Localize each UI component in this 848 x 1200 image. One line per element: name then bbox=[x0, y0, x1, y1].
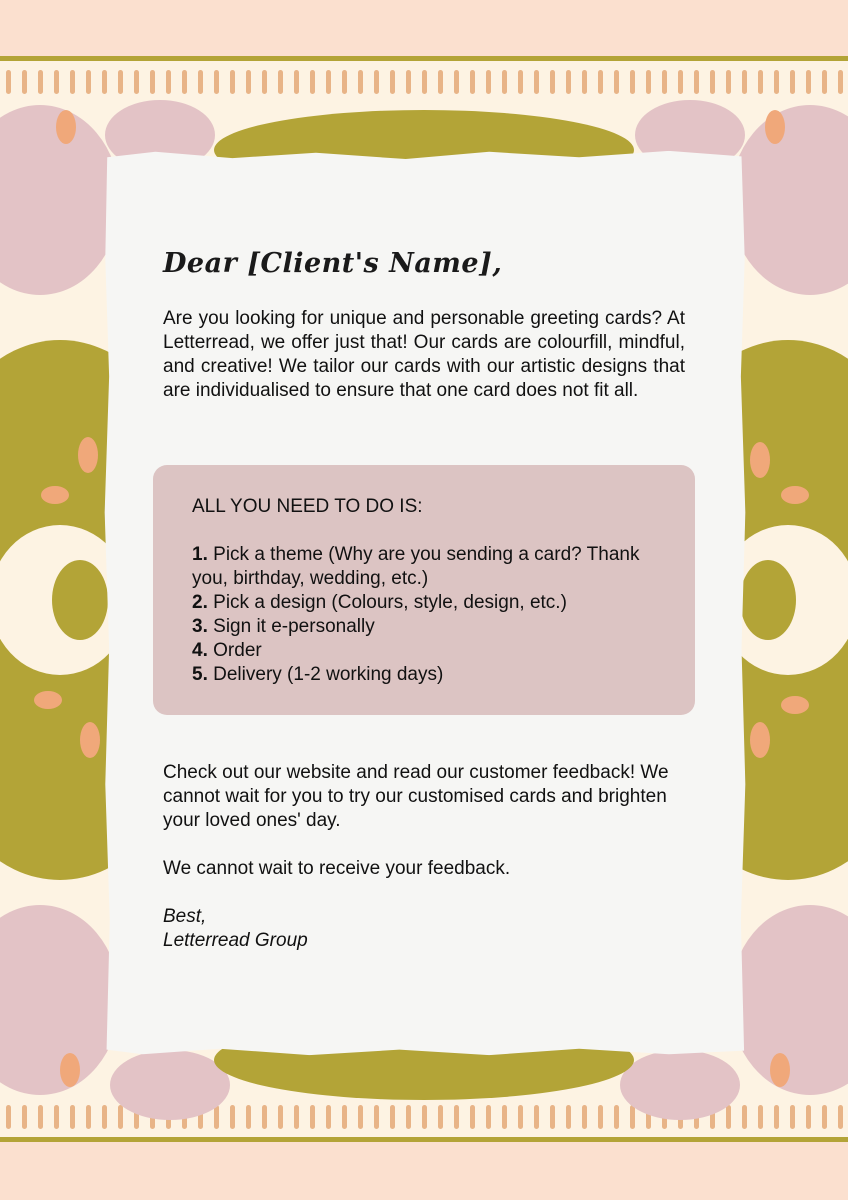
border-tick bbox=[278, 1105, 283, 1129]
border-tick bbox=[454, 70, 459, 94]
border-tick bbox=[694, 70, 699, 94]
border-tick bbox=[342, 70, 347, 94]
closing-paragraph: Check out our website and read our customer feedback! We cannot wait for you to try our customised cards and brighten your loved ones' day. bbox=[163, 762, 669, 831]
border-tick bbox=[646, 70, 651, 94]
border-tick bbox=[38, 70, 43, 94]
border-tick bbox=[390, 70, 395, 94]
step-number: 1. bbox=[192, 544, 208, 565]
border-tick bbox=[214, 1105, 219, 1129]
signoff bbox=[163, 905, 308, 953]
border-tick bbox=[342, 1105, 347, 1129]
border-tick bbox=[22, 70, 27, 94]
border-tick bbox=[678, 70, 683, 94]
salutation: Dear [Client's Name], bbox=[163, 248, 503, 279]
border-tick bbox=[566, 1105, 571, 1129]
step-text: Sign it e-personally bbox=[213, 616, 375, 637]
step-number: 2. bbox=[192, 592, 208, 613]
border-tick bbox=[374, 1105, 379, 1129]
steps-list bbox=[192, 543, 672, 687]
border-tick bbox=[102, 70, 107, 94]
border-tick bbox=[550, 70, 555, 94]
border-tick bbox=[710, 70, 715, 94]
border-tick bbox=[118, 70, 123, 94]
border-tick bbox=[518, 70, 523, 94]
border-tick bbox=[358, 70, 363, 94]
steps-heading: ALL YOU NEED TO DO IS: bbox=[192, 496, 423, 517]
border-tick bbox=[470, 70, 475, 94]
border-tick bbox=[150, 70, 155, 94]
border-tick bbox=[614, 1105, 619, 1129]
border-tick bbox=[758, 70, 763, 94]
border-tick bbox=[774, 70, 779, 94]
border-tick bbox=[774, 1105, 779, 1129]
border-tick bbox=[630, 70, 635, 94]
step-text: Order bbox=[213, 640, 262, 661]
border-tick bbox=[70, 70, 75, 94]
border-tick bbox=[326, 1105, 331, 1129]
step-text: Delivery (1-2 working days) bbox=[213, 664, 444, 685]
step-item bbox=[192, 543, 672, 591]
border-tick bbox=[758, 1105, 763, 1129]
border-tick bbox=[246, 1105, 251, 1129]
border-tick bbox=[822, 1105, 827, 1129]
border-tick bbox=[662, 70, 667, 94]
border-tick bbox=[630, 1105, 635, 1129]
closing-line: We cannot wait to receive your feedback. bbox=[163, 858, 511, 879]
border-tick bbox=[790, 70, 795, 94]
border-tick bbox=[422, 70, 427, 94]
border-tick bbox=[838, 1105, 843, 1129]
border-tick bbox=[374, 70, 379, 94]
border-tick bbox=[742, 70, 747, 94]
border-tick bbox=[790, 1105, 795, 1129]
border-tick bbox=[118, 1105, 123, 1129]
border-tick bbox=[38, 1105, 43, 1129]
border-tick bbox=[582, 1105, 587, 1129]
border-tick bbox=[310, 70, 315, 94]
border-tick bbox=[550, 1105, 555, 1129]
step-text: Pick a theme (Why are you sending a card? Thank you, birthday, wedding, etc.) bbox=[192, 544, 640, 589]
border-tick bbox=[54, 1105, 59, 1129]
border-tick bbox=[598, 1105, 603, 1129]
border-tick bbox=[502, 1105, 507, 1129]
border-tick bbox=[406, 1105, 411, 1129]
border-tick bbox=[614, 70, 619, 94]
border-tick bbox=[486, 1105, 491, 1129]
step-number: 3. bbox=[192, 616, 208, 637]
border-tick bbox=[822, 70, 827, 94]
border-tick bbox=[54, 70, 59, 94]
border-tick bbox=[806, 1105, 811, 1129]
border-tick bbox=[438, 1105, 443, 1129]
border-tick bbox=[102, 1105, 107, 1129]
step-item bbox=[192, 615, 672, 639]
border-tick bbox=[438, 70, 443, 94]
border-tick bbox=[134, 70, 139, 94]
border-tick bbox=[86, 70, 91, 94]
step-item bbox=[192, 663, 672, 687]
border-tick bbox=[310, 1105, 315, 1129]
intro-paragraph: Are you looking for unique and personable greeting cards? At Letterread, we offer just that! Our cards are colourfill, mindful, and creative! We tailor our cards with our artistic designs that are individualised to ensure that one card does not fit all. bbox=[163, 308, 685, 401]
border-tick bbox=[838, 70, 843, 94]
border-tick bbox=[470, 1105, 475, 1129]
step-item bbox=[192, 591, 672, 615]
border-tick bbox=[486, 70, 491, 94]
border-tick bbox=[262, 1105, 267, 1129]
border-tick bbox=[246, 70, 251, 94]
signature: Letterread Group bbox=[163, 930, 308, 951]
border-tick bbox=[390, 1105, 395, 1129]
border-tick bbox=[806, 70, 811, 94]
border-tick bbox=[566, 70, 571, 94]
signoff-word: Best, bbox=[163, 906, 207, 927]
border-tick bbox=[582, 70, 587, 94]
border-tick bbox=[518, 1105, 523, 1129]
border-tick bbox=[326, 70, 331, 94]
border-tick bbox=[294, 1105, 299, 1129]
step-item bbox=[192, 639, 672, 663]
border-tick bbox=[86, 1105, 91, 1129]
step-number: 5. bbox=[192, 664, 208, 685]
border-tick bbox=[598, 70, 603, 94]
border-tick bbox=[406, 70, 411, 94]
border-tick bbox=[166, 70, 171, 94]
border-tick bbox=[534, 70, 539, 94]
border-tick bbox=[182, 70, 187, 94]
border-tick bbox=[230, 1105, 235, 1129]
border-tick bbox=[262, 70, 267, 94]
border-tick bbox=[742, 1105, 747, 1129]
step-number: 4. bbox=[192, 640, 208, 661]
border-tick bbox=[6, 70, 11, 94]
border-tick bbox=[454, 1105, 459, 1129]
border-tick bbox=[6, 1105, 11, 1129]
border-tick bbox=[198, 70, 203, 94]
border-tick bbox=[294, 70, 299, 94]
border-tick bbox=[214, 70, 219, 94]
step-text: Pick a design (Colours, style, design, etc.) bbox=[213, 592, 567, 613]
border-tick bbox=[502, 70, 507, 94]
border-tick bbox=[70, 1105, 75, 1129]
border-tick bbox=[726, 1105, 731, 1129]
border-tick bbox=[358, 1105, 363, 1129]
border-tick bbox=[230, 70, 235, 94]
border-tick bbox=[726, 70, 731, 94]
border-tick bbox=[278, 70, 283, 94]
border-tick bbox=[22, 1105, 27, 1129]
border-tick bbox=[534, 1105, 539, 1129]
border-tick bbox=[422, 1105, 427, 1129]
